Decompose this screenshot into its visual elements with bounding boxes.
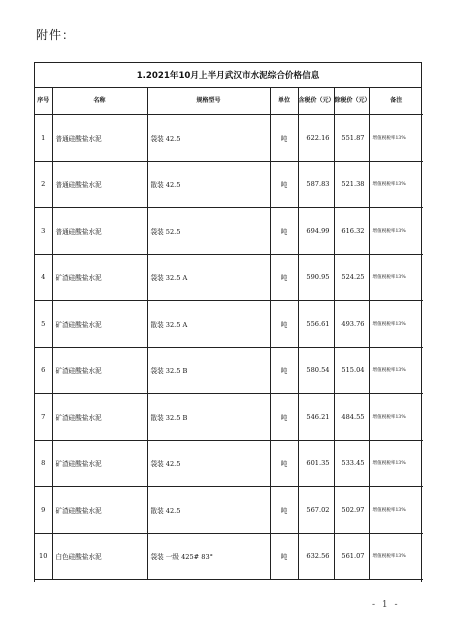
cell-price-notax: 616.32	[334, 208, 369, 255]
col-header-note: 备注	[369, 88, 423, 115]
cell-price-notax: 515.04	[334, 347, 369, 394]
cell-unit: 吨	[270, 254, 298, 301]
cell-seq: 9	[35, 487, 52, 534]
cell-spec: 袋装 52.5	[147, 208, 270, 255]
cell-price-tax: 567.02	[298, 487, 334, 534]
cell-note: 增值税税率13%	[369, 347, 423, 394]
col-header-seq: 序号	[35, 88, 52, 115]
cell-spec: 袋装 32.5 B	[147, 347, 270, 394]
cell-price-notax: 502.97	[334, 487, 369, 534]
cell-name: 矿渣硅酸盐水泥	[52, 487, 147, 534]
col-header-price-notax: 除税价（元）	[334, 88, 369, 115]
cell-note: 增值税税率13%	[369, 161, 423, 208]
cell-seq: 10	[35, 533, 52, 580]
cell-seq: 1	[35, 115, 52, 162]
cell-name: 矿渣硅酸盐水泥	[52, 254, 147, 301]
cell-spec: 袋装 一级 425# 83°	[147, 533, 270, 580]
cell-note: 增值税税率13%	[369, 533, 423, 580]
col-header-spec: 规格型号	[147, 88, 270, 115]
table-title: 1.2021年10月上半月武汉市水泥综合价格信息	[35, 63, 421, 88]
cell-name: 普通硅酸盐水泥	[52, 115, 147, 162]
cell-spec: 袋装 32.5 A	[147, 254, 270, 301]
col-header-price-tax: 含税价（元）	[298, 88, 334, 115]
attachment-label: 附件：	[36, 28, 76, 42]
cell-unit: 吨	[270, 208, 298, 255]
cell-name: 普通硅酸盐水泥	[52, 161, 147, 208]
price-table	[34, 62, 422, 582]
cell-unit: 吨	[270, 347, 298, 394]
cell-price-notax: 493.76	[334, 301, 369, 348]
table-row	[35, 208, 423, 255]
header-row	[35, 88, 423, 115]
cell-price-notax: 561.07	[334, 533, 369, 580]
cell-price-notax: 533.45	[334, 440, 369, 487]
page-number: - 1 -	[372, 600, 400, 610]
cell-seq: 3	[35, 208, 52, 255]
cell-seq: 5	[35, 301, 52, 348]
cell-price-tax: 632.56	[298, 533, 334, 580]
cell-price-tax: 622.16	[298, 115, 334, 162]
table-row	[35, 487, 423, 534]
cell-price-tax: 587.83	[298, 161, 334, 208]
cell-name: 矿渣硅酸盐水泥	[52, 347, 147, 394]
table-row	[35, 394, 423, 441]
table-row	[35, 115, 423, 162]
cell-name: 矿渣硅酸盐水泥	[52, 301, 147, 348]
cell-spec: 袋装 42.5	[147, 440, 270, 487]
cell-unit: 吨	[270, 440, 298, 487]
cell-note: 增值税税率13%	[369, 115, 423, 162]
table-row	[35, 161, 423, 208]
cell-price-notax: 524.25	[334, 254, 369, 301]
cell-spec: 散装 32.5 B	[147, 394, 270, 441]
cell-unit: 吨	[270, 394, 298, 441]
cell-seq: 2	[35, 161, 52, 208]
table-row	[35, 533, 423, 580]
cell-price-notax: 484.55	[334, 394, 369, 441]
table-row	[35, 440, 423, 487]
cell-name: 普通硅酸盐水泥	[52, 208, 147, 255]
col-header-name: 名称	[52, 88, 147, 115]
price-grid	[35, 88, 423, 580]
cell-spec: 散装 42.5	[147, 161, 270, 208]
cell-name: 矿渣硅酸盐水泥	[52, 394, 147, 441]
cell-seq: 4	[35, 254, 52, 301]
col-header-unit: 单位	[270, 88, 298, 115]
cell-note: 增值税税率13%	[369, 487, 423, 534]
cell-seq: 7	[35, 394, 52, 441]
cell-name: 矿渣硅酸盐水泥	[52, 440, 147, 487]
cell-note: 增值税税率13%	[369, 440, 423, 487]
cell-unit: 吨	[270, 115, 298, 162]
cell-price-tax: 556.61	[298, 301, 334, 348]
cell-price-notax: 551.87	[334, 115, 369, 162]
cell-unit: 吨	[270, 161, 298, 208]
cell-price-tax: 580.54	[298, 347, 334, 394]
table-row	[35, 301, 423, 348]
table-row	[35, 254, 423, 301]
cell-unit: 吨	[270, 487, 298, 534]
cell-spec: 散装 42.5	[147, 487, 270, 534]
table-row	[35, 347, 423, 394]
cell-unit: 吨	[270, 301, 298, 348]
cell-unit: 吨	[270, 533, 298, 580]
cell-spec: 袋装 42.5	[147, 115, 270, 162]
cell-note: 增值税税率13%	[369, 208, 423, 255]
cell-price-tax: 590.95	[298, 254, 334, 301]
cell-price-tax: 694.99	[298, 208, 334, 255]
cell-spec: 散装 32.5 A	[147, 301, 270, 348]
cell-price-tax: 601.35	[298, 440, 334, 487]
cell-seq: 8	[35, 440, 52, 487]
cell-note: 增值税税率13%	[369, 301, 423, 348]
cell-seq: 6	[35, 347, 52, 394]
cell-note: 增值税税率13%	[369, 254, 423, 301]
cell-price-tax: 546.21	[298, 394, 334, 441]
cell-name: 白色硅酸盐水泥	[52, 533, 147, 580]
cell-price-notax: 521.38	[334, 161, 369, 208]
cell-note: 增值税税率13%	[369, 394, 423, 441]
